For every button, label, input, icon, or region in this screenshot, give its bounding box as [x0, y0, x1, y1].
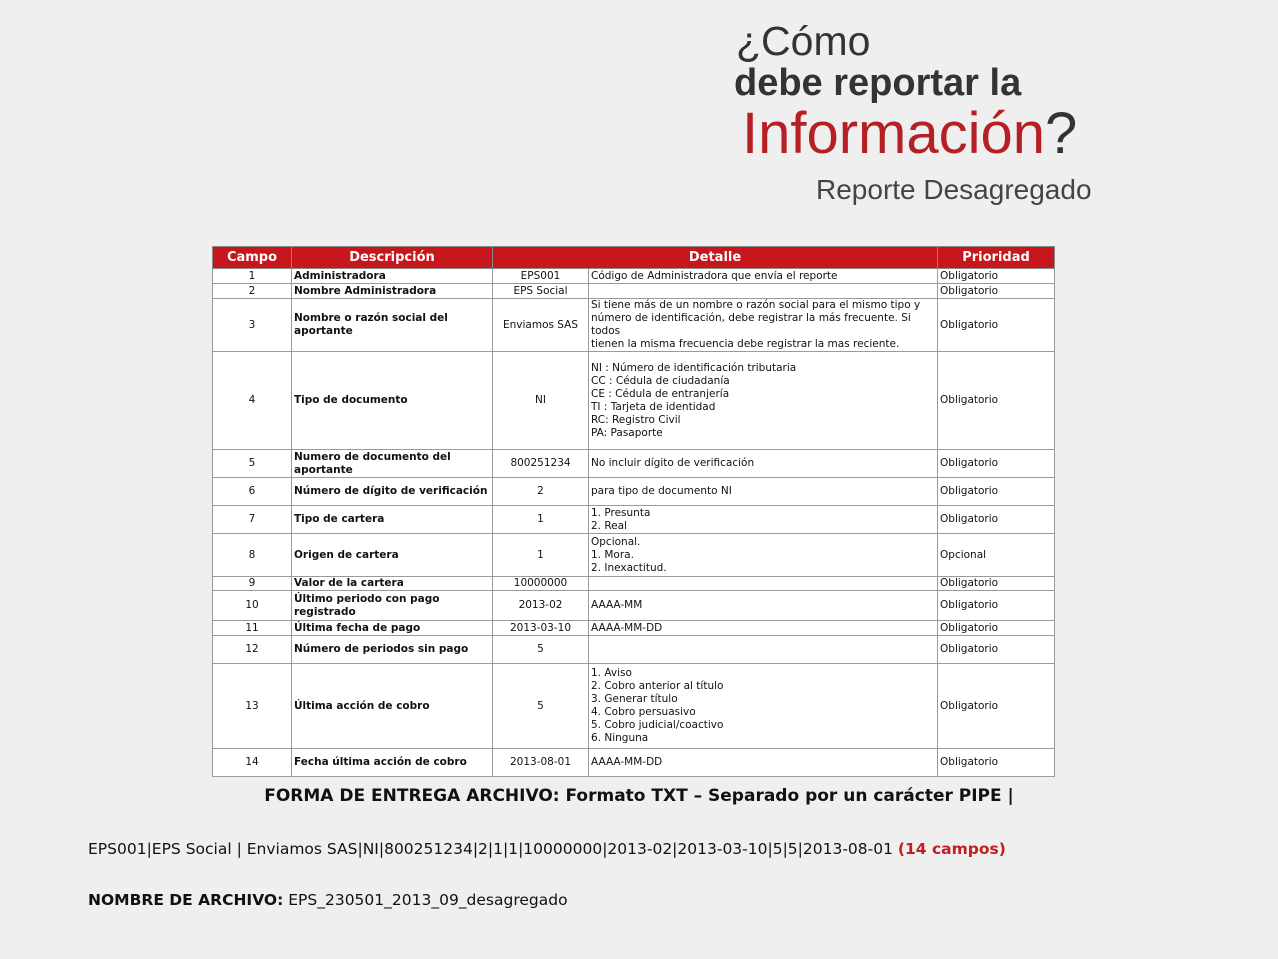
detalle-line: 1. Mora.	[591, 548, 634, 561]
cell-valor: 1	[493, 506, 589, 534]
detalle-line: 1. Aviso	[591, 667, 632, 679]
detalle-line: AAAA-MM-DD	[591, 756, 663, 768]
cell-prioridad: Obligatorio	[938, 636, 1055, 664]
detalle-line: 2. Cobro anterior al título	[591, 680, 724, 692]
detalle-line: AAAA-MM-DD	[591, 621, 663, 634]
cell-campo: 6	[213, 478, 292, 506]
cell-campo: 13	[213, 664, 292, 749]
delivery-format: FORMA DE ENTREGA ARCHIVO: Formato TXT – Separado por un carácter PIPE |	[264, 786, 1014, 806]
detalle-line: 2. Real	[591, 519, 627, 532]
cell-descripcion: Número de periodos sin pago	[292, 636, 493, 664]
example-record: EPS001|EPS Social | Enviamos SAS|NI|800251234|2|1|1|10000000|2013-02|2013-03-10|5|5|2013-08-01	[88, 840, 898, 858]
cell-valor: 2013-03-10	[493, 621, 589, 636]
cell-campo: 3	[213, 299, 292, 352]
file-name-label: NOMBRE DE ARCHIVO:	[88, 891, 284, 909]
cell-campo: 12	[213, 636, 292, 664]
cell-detalle	[589, 636, 938, 664]
fields-table	[212, 246, 1055, 777]
cell-prioridad: Opcional	[938, 534, 1055, 577]
cell-descripcion: Numero de documento del aportante	[292, 450, 493, 478]
cell-detalle	[589, 299, 938, 352]
detalle-line: AAAA-MM	[591, 599, 643, 611]
cell-detalle	[589, 450, 938, 478]
detalle-line: para tipo de documento NI	[591, 485, 732, 497]
cell-detalle	[589, 269, 938, 284]
table-row	[213, 534, 1055, 577]
cell-campo: 4	[213, 352, 292, 450]
cell-descripcion: Administradora	[292, 269, 493, 284]
table-row	[213, 749, 1055, 777]
table-row	[213, 621, 1055, 636]
cell-detalle	[589, 352, 938, 450]
detalle-line: número de identificación, debe registrar la más frecuente. Si todos	[591, 312, 911, 337]
cell-prioridad: Obligatorio	[938, 664, 1055, 749]
cell-valor: 1	[493, 534, 589, 577]
detalle-line: NI : Número de identificación tributaria	[591, 361, 797, 374]
cell-prioridad: Obligatorio	[938, 591, 1055, 621]
cell-detalle	[589, 621, 938, 636]
cell-valor: 800251234	[493, 450, 589, 478]
cell-descripcion: Última fecha de pago	[292, 621, 493, 636]
cell-descripcion: Fecha última acción de cobro	[292, 749, 493, 777]
cell-valor: 5	[493, 636, 589, 664]
cell-prioridad: Obligatorio	[938, 299, 1055, 352]
cell-valor: Enviamos SAS	[493, 299, 589, 352]
detalle-line: TI : Tarjeta de identidad	[591, 400, 716, 413]
detalle-line: CE : Cédula de entranjería	[591, 387, 730, 400]
table-row	[213, 450, 1055, 478]
cell-descripcion: Última acción de cobro	[292, 664, 493, 749]
cell-prioridad: Obligatorio	[938, 450, 1055, 478]
cell-descripcion: Tipo de cartera	[292, 506, 493, 534]
cell-prioridad: Obligatorio	[938, 577, 1055, 591]
cell-prioridad: Obligatorio	[938, 478, 1055, 506]
cell-detalle	[589, 478, 938, 506]
cell-valor: 10000000	[493, 577, 589, 591]
cell-campo: 11	[213, 621, 292, 636]
title-line-1: ¿Cómo	[736, 18, 871, 64]
cell-detalle	[589, 664, 938, 749]
example-line	[88, 840, 1006, 858]
cell-campo: 2	[213, 284, 292, 299]
cell-detalle	[589, 284, 938, 299]
cell-campo: 9	[213, 577, 292, 591]
cell-campo: 1	[213, 269, 292, 284]
cell-descripcion: Número de dígito de verificación	[292, 478, 493, 506]
cell-descripcion: Origen de cartera	[292, 534, 493, 577]
table-row	[213, 664, 1055, 749]
cell-detalle	[589, 577, 938, 591]
detalle-line: tienen la misma frecuencia debe registrar la mas reciente.	[591, 338, 900, 350]
cell-detalle	[589, 591, 938, 621]
detalle-line: Opcional.	[591, 535, 641, 548]
file-name-value: EPS_230501_2013_09_desagregado	[283, 891, 568, 909]
header-prioridad: Prioridad	[938, 247, 1055, 269]
header-detalle: Detalle	[493, 247, 938, 269]
cell-prioridad: Obligatorio	[938, 269, 1055, 284]
cell-prioridad: Obligatorio	[938, 284, 1055, 299]
title-informacion: Información	[742, 101, 1046, 166]
cell-valor: EPS001	[493, 269, 589, 284]
cell-prioridad: Obligatorio	[938, 621, 1055, 636]
detalle-line: PA: Pasaporte	[591, 426, 663, 439]
cell-descripcion: Valor de la cartera	[292, 577, 493, 591]
table-row	[213, 352, 1055, 450]
table-row	[213, 506, 1055, 534]
table-row	[213, 591, 1055, 621]
cell-prioridad: Obligatorio	[938, 506, 1055, 534]
table-row	[213, 299, 1055, 352]
cell-descripcion: Nombre o razón social del aportante	[292, 299, 493, 352]
detalle-line: 6. Ninguna	[591, 732, 649, 744]
detalle-line: 1. Presunta	[591, 506, 651, 519]
cell-descripcion: Último periodo con pago registrado	[292, 591, 493, 621]
detalle-line: No incluir dígito de verificación	[591, 457, 755, 469]
file-name	[88, 891, 568, 909]
detalle-line: 2. Inexactitud.	[591, 561, 667, 574]
subtitle: Reporte Desagregado	[816, 174, 1092, 205]
cell-detalle	[589, 534, 938, 577]
cell-valor: 2013-02	[493, 591, 589, 621]
detalle-line: 4. Cobro persuasivo	[591, 706, 696, 718]
table-row	[213, 284, 1055, 299]
table-row	[213, 478, 1055, 506]
detalle-line: 5. Cobro judicial/coactivo	[591, 719, 724, 731]
cell-valor: 2013-08-01	[493, 749, 589, 777]
cell-campo: 5	[213, 450, 292, 478]
detalle-line: 3. Generar título	[591, 693, 678, 705]
cell-descripcion: Nombre Administradora	[292, 284, 493, 299]
header-descripcion: Descripción	[292, 247, 493, 269]
table-row	[213, 577, 1055, 591]
detalle-line: Código de Administradora que envía el reporte	[591, 269, 838, 282]
title-question-mark: ?	[1045, 101, 1078, 166]
table-row	[213, 269, 1055, 284]
cell-campo: 7	[213, 506, 292, 534]
cell-detalle	[589, 749, 938, 777]
field-count: (14 campos)	[897, 840, 1006, 858]
cell-detalle	[589, 506, 938, 534]
cell-valor: 2	[493, 478, 589, 506]
title-line-2: debe reportar la	[734, 62, 1022, 104]
header-campo: Campo	[213, 247, 292, 269]
cell-descripcion: Tipo de documento	[292, 352, 493, 450]
cell-campo: 8	[213, 534, 292, 577]
cell-prioridad: Obligatorio	[938, 749, 1055, 777]
table-row	[213, 636, 1055, 664]
cell-valor: EPS Social	[493, 284, 589, 299]
detalle-line: RC: Registro Civil	[591, 413, 681, 426]
title-line-3	[742, 99, 1077, 169]
cell-valor: 5	[493, 664, 589, 749]
detalle-line: CC : Cédula de ciudadanía	[591, 374, 730, 387]
cell-campo: 14	[213, 749, 292, 777]
cell-prioridad: Obligatorio	[938, 352, 1055, 450]
cell-campo: 10	[213, 591, 292, 621]
detalle-line: Si tiene más de un nombre o razón social para el mismo tipo y	[591, 299, 921, 311]
table-header-row	[213, 247, 1055, 269]
cell-valor: NI	[493, 352, 589, 450]
